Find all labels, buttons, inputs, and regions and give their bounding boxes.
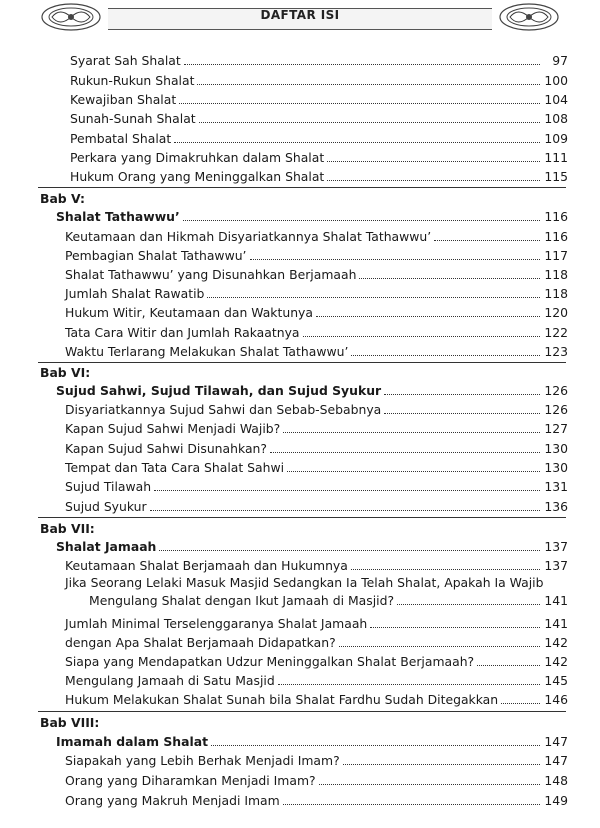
leader-dots xyxy=(159,550,540,551)
leader-dots xyxy=(316,316,540,317)
toc-entry-page: 148 xyxy=(544,773,568,788)
toc-entry-title: dengan Apa Shalat Berjamaah Didapatkan? xyxy=(65,635,336,650)
toc-entry[interactable] xyxy=(70,68,568,88)
toc-entry[interactable] xyxy=(65,649,568,669)
page-title: DAFTAR ISI xyxy=(260,8,340,22)
leader-dots xyxy=(501,703,540,704)
toc-entry-page: 116 xyxy=(544,209,568,224)
toc-chapter[interactable] xyxy=(56,378,568,398)
toc-entry-page: 131 xyxy=(544,479,568,494)
toc-entry-title: Waktu Terlarang Melakukan Shalat Tathawwu’ xyxy=(65,344,349,359)
leader-dots xyxy=(283,432,540,433)
leader-dots xyxy=(270,452,540,453)
chapter-label: Bab VII: xyxy=(40,521,95,536)
chapter-label: Bab V: xyxy=(40,191,85,206)
toc-entry-title: Kewajiban Shalat xyxy=(70,92,177,107)
toc-entry-page: 147 xyxy=(544,734,568,749)
toc-entry[interactable] xyxy=(65,281,568,301)
toc-entry[interactable] xyxy=(65,768,568,788)
toc-entry-title: Jumlah Shalat Rawatib xyxy=(65,286,205,301)
leader-dots xyxy=(184,64,540,65)
toc-entry-title: Orang yang Makruh Menjadi Imam xyxy=(65,793,280,808)
section-divider xyxy=(38,517,566,518)
toc-entry-page: 126 xyxy=(544,383,568,398)
toc-entry-title: Kapan Sujud Sahwi Disunahkan? xyxy=(65,441,267,456)
toc-chapter-title: Imamah dalam Shalat xyxy=(56,734,208,749)
toc-entry[interactable] xyxy=(65,455,568,475)
toc-entry[interactable] xyxy=(65,243,568,263)
leader-dots xyxy=(197,84,540,85)
toc-entry-page: 142 xyxy=(544,654,568,669)
toc-entry-page: 97 xyxy=(552,53,568,68)
toc-entry-title: Mengulang Shalat dengan Ikut Jamaah di Masjid? xyxy=(89,593,395,608)
toc-entry-title: Perkara yang Dimakruhkan dalam Shalat xyxy=(70,150,325,165)
leader-dots xyxy=(351,355,540,356)
leader-dots xyxy=(211,745,540,746)
toc-entry-page: 115 xyxy=(544,169,568,184)
toc-entry-page: 111 xyxy=(544,150,568,165)
toc-entry-title: Rukun-Rukun Shalat xyxy=(70,73,195,88)
toc-entry-page: 109 xyxy=(544,131,568,146)
toc-entry-title: Tata Cara Witir dan Jumlah Rakaatnya xyxy=(65,325,300,340)
toc-entry[interactable] xyxy=(70,48,568,68)
toc-entry-page: 122 xyxy=(544,325,568,340)
leader-dots xyxy=(207,297,540,298)
leader-dots xyxy=(384,413,540,414)
toc-entry-title: Mengulang Jamaah di Satu Masjid xyxy=(65,673,275,688)
leader-dots xyxy=(434,240,540,241)
toc-entry[interactable] xyxy=(70,106,568,126)
leader-dots xyxy=(384,394,540,395)
section-divider xyxy=(38,362,566,363)
toc-entry[interactable] xyxy=(70,164,568,184)
chapter-label: Bab VIII: xyxy=(40,715,100,730)
toc-chapter[interactable] xyxy=(56,729,568,749)
toc-entry[interactable] xyxy=(89,588,568,608)
toc-entry-title: Hukum Witir, Keutamaan dan Waktunya xyxy=(65,305,313,320)
toc-entry-title: Keutamaan dan Hikmah Disyariatkannya Shalat Tathawwu’ xyxy=(65,229,432,244)
leader-dots xyxy=(351,569,540,570)
toc-entry[interactable] xyxy=(65,748,568,768)
leader-dots xyxy=(339,646,540,647)
toc-entry-page: 137 xyxy=(544,539,568,554)
toc-entry-page: 120 xyxy=(544,305,568,320)
toc-entry-title: Siapa yang Mendapatkan Udzur Meninggalkan Shalat Berjamaah? xyxy=(65,654,475,669)
toc-entry-page: 118 xyxy=(544,267,568,282)
toc-entry-page: 100 xyxy=(544,73,568,88)
toc-entry-page: 116 xyxy=(544,229,568,244)
toc-entry-page: 142 xyxy=(544,635,568,650)
toc-entry-title: Sujud Syukur xyxy=(65,499,147,514)
toc-entry-title: Kapan Sujud Sahwi Menjadi Wajib? xyxy=(65,421,281,436)
toc-chapter-title: Shalat Jamaah xyxy=(56,539,157,554)
toc-entry[interactable] xyxy=(65,416,568,436)
toc-entry-page: 104 xyxy=(544,92,568,107)
toc-entry-title: Keutamaan Shalat Berjamaah dan Hukumnya xyxy=(65,558,348,573)
leader-dots xyxy=(174,142,540,143)
toc-entry-title: Sujud Tilawah xyxy=(65,479,152,494)
leader-dots xyxy=(477,665,540,666)
leader-dots xyxy=(359,278,540,279)
toc-entry-page: 147 xyxy=(544,753,568,768)
toc-entry[interactable] xyxy=(65,436,568,456)
toc-chapter[interactable] xyxy=(56,204,568,224)
leader-dots xyxy=(303,336,541,337)
toc-entry-page: 130 xyxy=(544,441,568,456)
toc-entry[interactable] xyxy=(65,320,568,340)
toc-chapter[interactable] xyxy=(56,534,568,554)
toc-entry-title: Orang yang Diharamkan Menjadi Imam? xyxy=(65,773,316,788)
section-divider xyxy=(38,711,566,712)
toc-entry-page: 123 xyxy=(544,344,568,359)
leader-dots xyxy=(370,627,540,628)
toc-entry[interactable] xyxy=(65,788,568,808)
toc-entry-title: Sunah-Sunah Shalat xyxy=(70,111,196,126)
toc-entry[interactable] xyxy=(65,339,568,359)
leader-dots xyxy=(327,180,540,181)
toc-entry[interactable] xyxy=(70,87,568,107)
toc-entry-title: Disyariatkannya Sujud Sahwi dan Sebab-Sebabnya xyxy=(65,402,382,417)
leader-dots xyxy=(327,161,540,162)
toc-entry[interactable] xyxy=(70,145,568,165)
leader-dots xyxy=(278,684,540,685)
toc-entry-page: 141 xyxy=(544,593,568,608)
toc-entry-title: Siapakah yang Lebih Berhak Menjadi Imam? xyxy=(65,753,340,768)
section-divider xyxy=(38,187,566,188)
toc-entry[interactable] xyxy=(65,224,568,244)
toc-entry-page: 146 xyxy=(544,692,568,707)
toc-entry[interactable] xyxy=(70,126,568,146)
leader-dots xyxy=(183,220,540,221)
toc-entry-page: 130 xyxy=(544,460,568,475)
leader-dots xyxy=(287,471,540,472)
toc-entry-title: Shalat Tathawwu’ yang Disunahkan Berjamaah xyxy=(65,267,357,282)
toc-entry-title: Pembatal Shalat xyxy=(70,131,172,146)
toc-entry-page: 137 xyxy=(544,558,568,573)
toc-entry-title: Syarat Sah Shalat xyxy=(70,53,181,68)
leader-dots xyxy=(319,784,540,785)
toc-entry-title-line: Jika Seorang Lelaki Masuk Masjid Sedangkan Ia Telah Shalat, Apakah Ia Wajib xyxy=(65,575,544,590)
toc-entry[interactable] xyxy=(65,611,568,631)
toc-entry-page: 149 xyxy=(544,793,568,808)
toc-entry-page: 141 xyxy=(544,616,568,631)
toc-entry[interactable] xyxy=(65,300,568,320)
toc-entry[interactable] xyxy=(65,630,568,650)
toc-entry-title: Jumlah Minimal Terselenggaranya Shalat Jamaah xyxy=(65,616,368,631)
toc-entry-page: 126 xyxy=(544,402,568,417)
leader-dots xyxy=(397,604,540,605)
leader-dots xyxy=(179,103,540,104)
leader-dots xyxy=(250,259,541,260)
toc-entry-page: 108 xyxy=(544,111,568,126)
toc-entry-title: Pembagian Shalat Tathawwu’ xyxy=(65,248,247,263)
toc-entry[interactable] xyxy=(65,687,568,707)
toc-entry-title: Hukum Orang yang Meninggalkan Shalat xyxy=(70,169,325,184)
toc-chapter-title: Sujud Sahwi, Sujud Tilawah, dan Sujud Syukur xyxy=(56,383,382,398)
leader-dots xyxy=(343,764,540,765)
toc-entry[interactable] xyxy=(65,494,568,514)
leader-dots xyxy=(283,804,540,805)
toc-entry[interactable] xyxy=(65,397,568,417)
toc-entry[interactable] xyxy=(65,262,568,282)
leader-dots xyxy=(150,510,540,511)
chapter-label: Bab VI: xyxy=(40,365,91,380)
toc-entry[interactable] xyxy=(65,668,568,688)
toc-entry-title: Tempat dan Tata Cara Shalat Sahwi xyxy=(65,460,285,475)
toc-entry-page: 127 xyxy=(544,421,568,436)
toc-entry-title: Hukum Melakukan Shalat Sunah bila Shalat Fardhu Sudah Ditegakkan xyxy=(65,692,499,707)
toc-chapter-title: Shalat Tathawwu’ xyxy=(56,209,180,224)
toc-entry-page: 145 xyxy=(544,673,568,688)
toc-entry[interactable] xyxy=(65,553,568,573)
toc-entry-page: 117 xyxy=(544,248,568,263)
toc-entry[interactable] xyxy=(65,474,568,494)
toc-entry-page: 118 xyxy=(544,286,568,301)
leader-dots xyxy=(199,122,540,123)
leader-dots xyxy=(154,490,540,491)
toc-entry-page: 136 xyxy=(544,499,568,514)
